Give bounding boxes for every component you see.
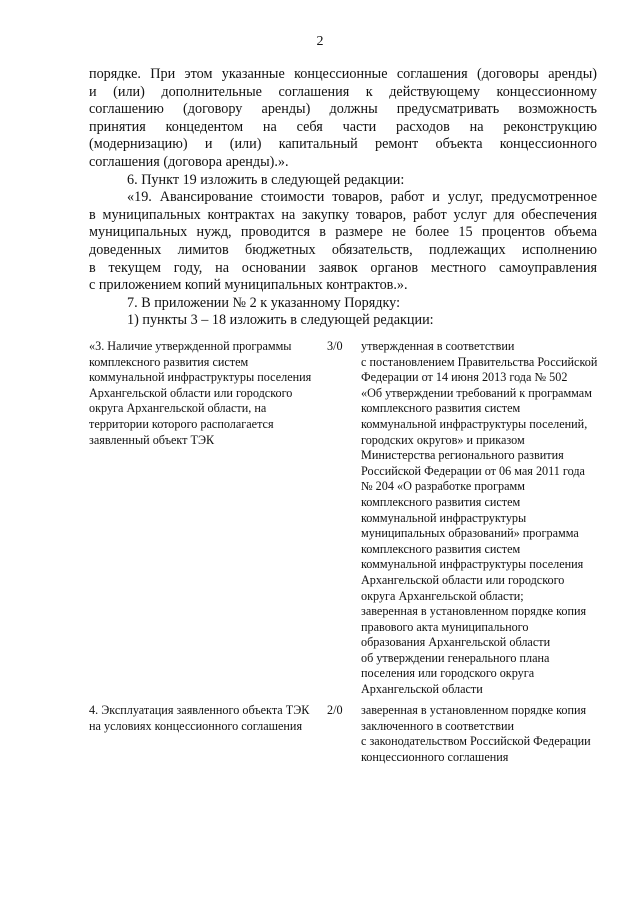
cell-line: Федерации от 14 июня 2013 года № 502	[361, 370, 568, 385]
cell-line: коммунальной инфраструктуры	[361, 510, 527, 525]
cell-line: Российской Федерации от 06 мая 2011 года	[361, 463, 585, 478]
cell-line: комплексного развития систем	[361, 401, 521, 416]
cell-line: Архангельской области или городского	[89, 385, 293, 400]
cell-line: заявленный объект ТЭК	[89, 432, 215, 447]
cell-line: «Об утверждении требований к программам	[361, 385, 592, 400]
text-line: 1) пункты 3 – 18 изложить в следующей редакции:	[127, 312, 434, 329]
cell-line: Архангельской области или городского	[361, 572, 565, 587]
paragraph-item-6	[89, 172, 597, 190]
cell-line: поселения или городского округа	[361, 666, 535, 681]
document-body	[89, 66, 597, 330]
text-line: и (или) дополнительные соглашения к действующему концессионному	[89, 83, 597, 100]
paragraph-clause-19	[89, 189, 597, 295]
cell-line: с постановлением Правительства Российской	[361, 354, 598, 369]
text-line: в текущем году, на основании заявок органов местного самоуправления	[89, 259, 597, 276]
cell-line: 4. Эксплуатация заявленного объекта ТЭК	[89, 703, 310, 717]
cell-line: городских округов» и приказом	[361, 432, 525, 447]
score-cell: 3/0	[327, 339, 343, 353]
text-line: в муниципальных контрактах на закупку товаров, работ услуг для обеспечения	[89, 206, 597, 223]
cell-line: правового акта муниципального	[361, 619, 529, 634]
text-line: 6. Пункт 19 изложить в следующей редакции:	[127, 171, 405, 188]
text-line: «19. Авансирование стоимости товаров, работ и услуг, предусмотренное	[127, 189, 597, 206]
cell-line: заверенная в установленном порядке копия	[361, 703, 587, 717]
text-line: соглашения (договора аренды).».	[89, 153, 289, 170]
cell-line: коммунальной инфраструктуры поселений,	[361, 416, 588, 431]
cell-line: комплексного развития систем	[361, 541, 521, 556]
text-line: (модернизацию) и (или) капитальный ремонт объекта концессионного	[89, 136, 597, 153]
page-number: 2	[316, 34, 324, 49]
cell-line: концессионного соглашения	[361, 749, 509, 764]
cell-line: муниципальных образований» программа	[361, 526, 579, 541]
paragraph-subitem-1	[89, 312, 597, 330]
cell-line: об утверждении генерального плана	[361, 650, 550, 665]
cell-line: с законодательством Российской Федерации	[361, 734, 591, 749]
text-line: 7. В приложении № 2 к указанному Порядку:	[127, 294, 401, 311]
cell-line: образования Архангельской области	[361, 635, 551, 650]
criterion-cell	[89, 339, 325, 448]
cell-line: № 204 «О разработке программ	[361, 479, 525, 494]
cell-line: утвержденная в соответствии	[361, 339, 515, 353]
paragraph-item-7	[89, 295, 597, 313]
text-line: муниципальных нужд, проводится в размере не более 15 процентов объема	[89, 224, 597, 241]
cell-line: Архангельской области	[361, 682, 483, 697]
cell-line: заключенного в соответствии	[361, 718, 515, 733]
cell-line: округа Архангельской области;	[361, 588, 524, 603]
text-line: принятия концедентом на себя части расходов на реконструкцию	[89, 118, 597, 135]
text-line: с приложением копий муниципальных контрактов.».	[89, 277, 408, 294]
cell-line: территории которого располагается	[89, 416, 274, 431]
paragraph-continuation	[89, 66, 597, 172]
cell-line: Министерства регионального развития	[361, 448, 564, 463]
cell-line: коммунальной инфраструктуры поселения	[361, 557, 584, 572]
text-line: доведенных лимитов бюджетных обязательств, подлежащих исполнению	[89, 241, 597, 258]
cell-line: коммунальной инфраструктуры поселения	[89, 370, 312, 385]
document-cell	[361, 703, 605, 765]
cell-line: комплексного развития систем	[361, 494, 521, 509]
document-cell	[361, 339, 605, 698]
score-cell: 2/0	[327, 703, 343, 717]
cell-line: заверенная в установленном порядке копия	[361, 604, 587, 619]
criterion-cell	[89, 703, 325, 734]
text-line: соглашению (договору аренды) должны предусматривать возможность	[89, 101, 597, 118]
cell-line: «3. Наличие утвержденной программы	[89, 339, 292, 353]
cell-line: комплексного развития систем	[89, 354, 249, 369]
text-line: порядке. При этом указанные концессионные соглашения (договоры аренды)	[89, 66, 597, 82]
cell-line: округа Архангельской области, на	[89, 401, 267, 416]
cell-line: на условиях концессионного соглашения	[89, 718, 303, 733]
